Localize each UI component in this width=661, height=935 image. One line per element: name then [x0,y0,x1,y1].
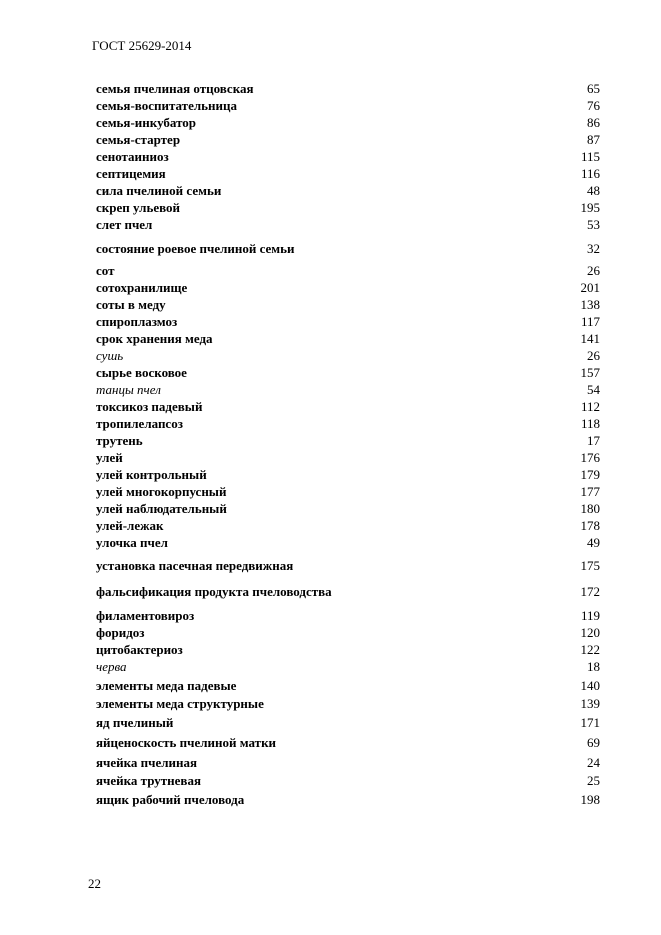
index-page-number: 172 [580,584,600,599]
index-entry [96,398,600,415]
index-page-number: 49 [587,535,600,550]
index-entry [96,114,600,131]
index-entry [96,296,600,313]
index-term: фальсификация продукта пчеловодства [96,584,332,599]
index-entry [96,216,600,233]
index-page-number: 118 [580,416,600,431]
index-term: ящик рабочий пчеловода [96,792,245,807]
index-term: трутень [96,433,143,448]
index-page-number: 86 [587,115,600,130]
index-entry [96,557,600,574]
index-entry [96,449,600,466]
index-entry [96,364,600,381]
index-page-number: 178 [580,518,600,533]
index-term: слет пчел [96,217,153,232]
index-entry [96,415,600,432]
index-entry [96,131,600,148]
index-page-number: 32 [587,241,600,256]
index-term: токсикоз падевый [96,399,203,414]
index-term: сырье восковое [96,365,187,380]
index-page-number: 179 [580,467,600,482]
index-entry [96,148,600,165]
index-entry [96,80,600,97]
index-term: соты в меду [96,297,166,312]
index-page-number: 157 [580,365,600,380]
index-page-number: 48 [587,183,600,198]
index-term: улей [96,450,123,465]
index-page-number: 53 [587,217,600,232]
index-page-number: 69 [587,735,600,750]
index-page-number: 112 [580,399,600,414]
index-term: форидоз [96,625,145,640]
index-term: установка пасечная передвижная [96,558,294,573]
index-term: состояние роевое пчелиной семьи [96,241,295,256]
index-term: улочка пчел [96,535,168,550]
index-term: сот [96,263,115,278]
index-page-number: 201 [580,280,600,295]
index-entry [96,500,600,517]
index-page-number: 54 [587,382,600,397]
index-term: улей многокорпусный [96,484,227,499]
index-term: семья пчелиная отцовская [96,81,254,96]
index-entry [96,466,600,483]
index-page-number: 176 [580,450,600,465]
index-page-number: 177 [580,484,600,499]
index-term: сотохранилище [96,280,188,295]
index-entry [96,695,600,712]
index-term: спироплазмоз [96,314,178,329]
index-term: сила пчелиной семьи [96,183,222,198]
index-term: улей контрольный [96,467,207,482]
index-term: септицемия [96,166,166,181]
index-page-number: 171 [580,715,600,730]
index-entry [96,641,600,658]
index-entry [96,517,600,534]
index-term: семья-стартер [96,132,181,147]
index-entry [96,330,600,347]
index-page-number: 198 [580,792,600,807]
index-term: семья-воспитательница [96,98,237,113]
index-term: тропилелапсоз [96,416,183,431]
index-term: танцы пчел [96,382,161,397]
index-entry [96,432,600,449]
index-term: филаментовироз [96,608,195,623]
index-term: элементы меда структурные [96,696,264,711]
index-term: семья-инкубатор [96,115,197,130]
index-entry [96,677,600,694]
index-term: ячейка трутневая [96,773,201,788]
document-header: ГОСТ 25629-2014 [92,38,192,53]
index-page-number: 175 [580,558,600,573]
index-entry [96,279,600,296]
index-term: срок хранения меда [96,331,213,346]
index-page-number: 76 [587,98,600,113]
index-entry [96,534,600,551]
index-term: яйценоскость пчелиной матки [96,735,277,750]
index-page-number: 65 [587,81,600,96]
index-entry [96,772,600,789]
index-entry [96,583,600,600]
index-entry [96,607,600,624]
index-entry [96,182,600,199]
index-term: улей наблюдательный [96,501,227,516]
index-term: скреп ульевой [96,200,181,215]
index-entry [96,658,600,675]
index-term: элементы меда падевые [96,678,237,693]
index-entry [96,97,600,114]
index-entry [96,714,600,731]
index-entry [96,734,600,751]
index-page-number: 17 [587,433,600,448]
index-page-number: 18 [587,659,600,674]
index-page-number: 87 [587,132,600,147]
index-page-number: 140 [580,678,600,693]
index-page-number: 25 [587,773,600,788]
index-term: улей-лежак [96,518,164,533]
index-page-number: 26 [587,263,600,278]
index-page-number: 115 [580,149,600,164]
index-term: сенотаиниоз [96,149,169,164]
page-number: 22 [88,876,101,891]
index-term: яд пчелиный [96,715,174,730]
index-page-number: 116 [580,166,600,181]
index-term: цитобактериоз [96,642,183,657]
index-term: ячейка пчелиная [96,755,198,770]
index-page-number: 24 [587,755,600,770]
index-page-number: 122 [580,642,600,657]
index-page-number: 119 [580,608,600,623]
index-page-number: 120 [580,625,600,640]
index-entry [96,199,600,216]
index-entry [96,791,600,808]
index-page-number: 117 [580,314,600,329]
index-page-number: 195 [580,200,600,215]
index-page-number: 139 [580,696,600,711]
index-page-number: 26 [587,348,600,363]
index-entry [96,483,600,500]
index-term: сушь [96,348,124,363]
index-page-number: 138 [580,297,600,312]
index-entry [96,624,600,641]
index-entry [96,313,600,330]
index-entry [96,165,600,182]
index-page-number: 141 [580,331,600,346]
index-entry [96,262,600,279]
index-term: черва [96,659,127,674]
index-page-number: 180 [580,501,600,516]
index-entry [96,240,600,257]
index-entry [96,381,600,398]
index-entry [96,754,600,771]
index-entry [96,347,600,364]
